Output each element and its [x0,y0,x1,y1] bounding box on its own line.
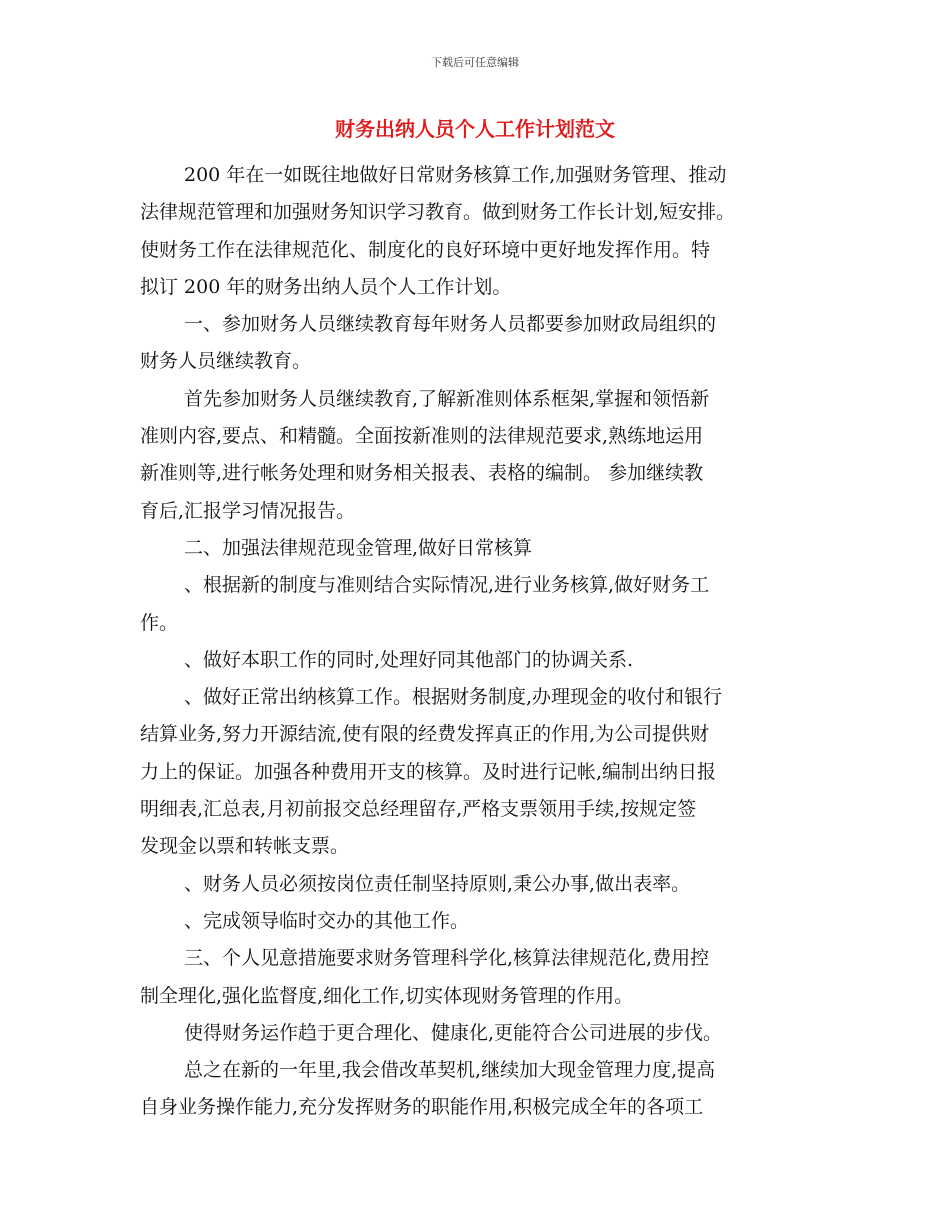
text-line: 使财务工作在法律规范化、制度化的良好环境中更好地发挥作用。特 [140,238,711,261]
text-line: 使得财务运作趋于更合理化、健康化,更能符合公司进展的步伐。 [184,1021,723,1044]
text-line: 法律规范管理和加强财务知识学习教育。做到财务工作长计划,短安排。 [140,201,736,224]
text-line: 首先参加财务人员继续教育,了解新准则体系框架,掌握和领悟新 [184,387,710,410]
text-line: 拟订 200 年的财务出纳人员个人工作计划。 [140,275,512,298]
text-line: 准则内容,要点、和精髓。全面按新准则的法律规范要求,熟练地运用 [140,425,704,448]
text-line: 新准则等,进行帐务处理和财务相关报表、表格的编制。 参加继续教 [140,462,704,485]
text-line: 发现金以票和转帐支票。 [140,835,350,858]
text-line: 明细表,汇总表,月初前报交总经理留存,严格支票领用手续,按规定签 [140,798,697,821]
page-header: 下载后可任意编辑 [431,56,519,69]
text-line: 作。 [140,611,179,634]
text-line: 三、个人见意措施要求财务管理科学化,核算法律规范化,费用控 [184,947,710,970]
document-body [140,157,805,1127]
text-line: 制全理化,强化监督度,细化工作,切实体现财务管理的作用。 [140,984,634,1007]
text-line: 二、加强法律规范现金管理,做好日常核算 [184,536,533,559]
text-line: 200 年在一如既往地做好日常财务核算工作,加强财务管理、推动 [184,164,727,186]
text-line: 、根据新的制度与准则结合实际情况,进行业务核算,做好财务工 [184,574,710,597]
document-title: 财务出纳人员个人工作计划范文 [335,117,615,141]
text-line: 自身业务操作能力,充分发挥财务的职能作用,积极完成全年的各项工 [140,1096,704,1119]
text-line: 、财务人员必须按岗位责任制坚持原则,秉公办事,做出表率。 [184,872,691,895]
text-line: 力上的保证。加强各种费用开支的核算。及时进行记帐,编制出纳日报 [140,760,717,783]
text-line: 、做好正常出纳核算工作。根据财务制度,办理现金的收付和银行 [184,686,723,709]
text-line: 总之在新的一年里,我会借改革契机,继续加大现金管理力度,提高 [184,1059,716,1082]
text-line: 一、参加财务人员继续教育每年财务人员都要参加财政局组织的 [184,313,717,336]
text-line: 育后,汇报学习情况报告。 [140,499,356,522]
text-line: 、完成领导临时交办的其他工作。 [184,909,470,932]
text-line: 、做好本职工作的同时,处理好同其他部门的协调关系. [184,648,634,671]
text-line: 财务人员继续教育。 [140,350,312,373]
text-line: 结算业务,努力开源结流,使有限的经费发挥真正的作用,为公司提供财 [140,723,710,746]
